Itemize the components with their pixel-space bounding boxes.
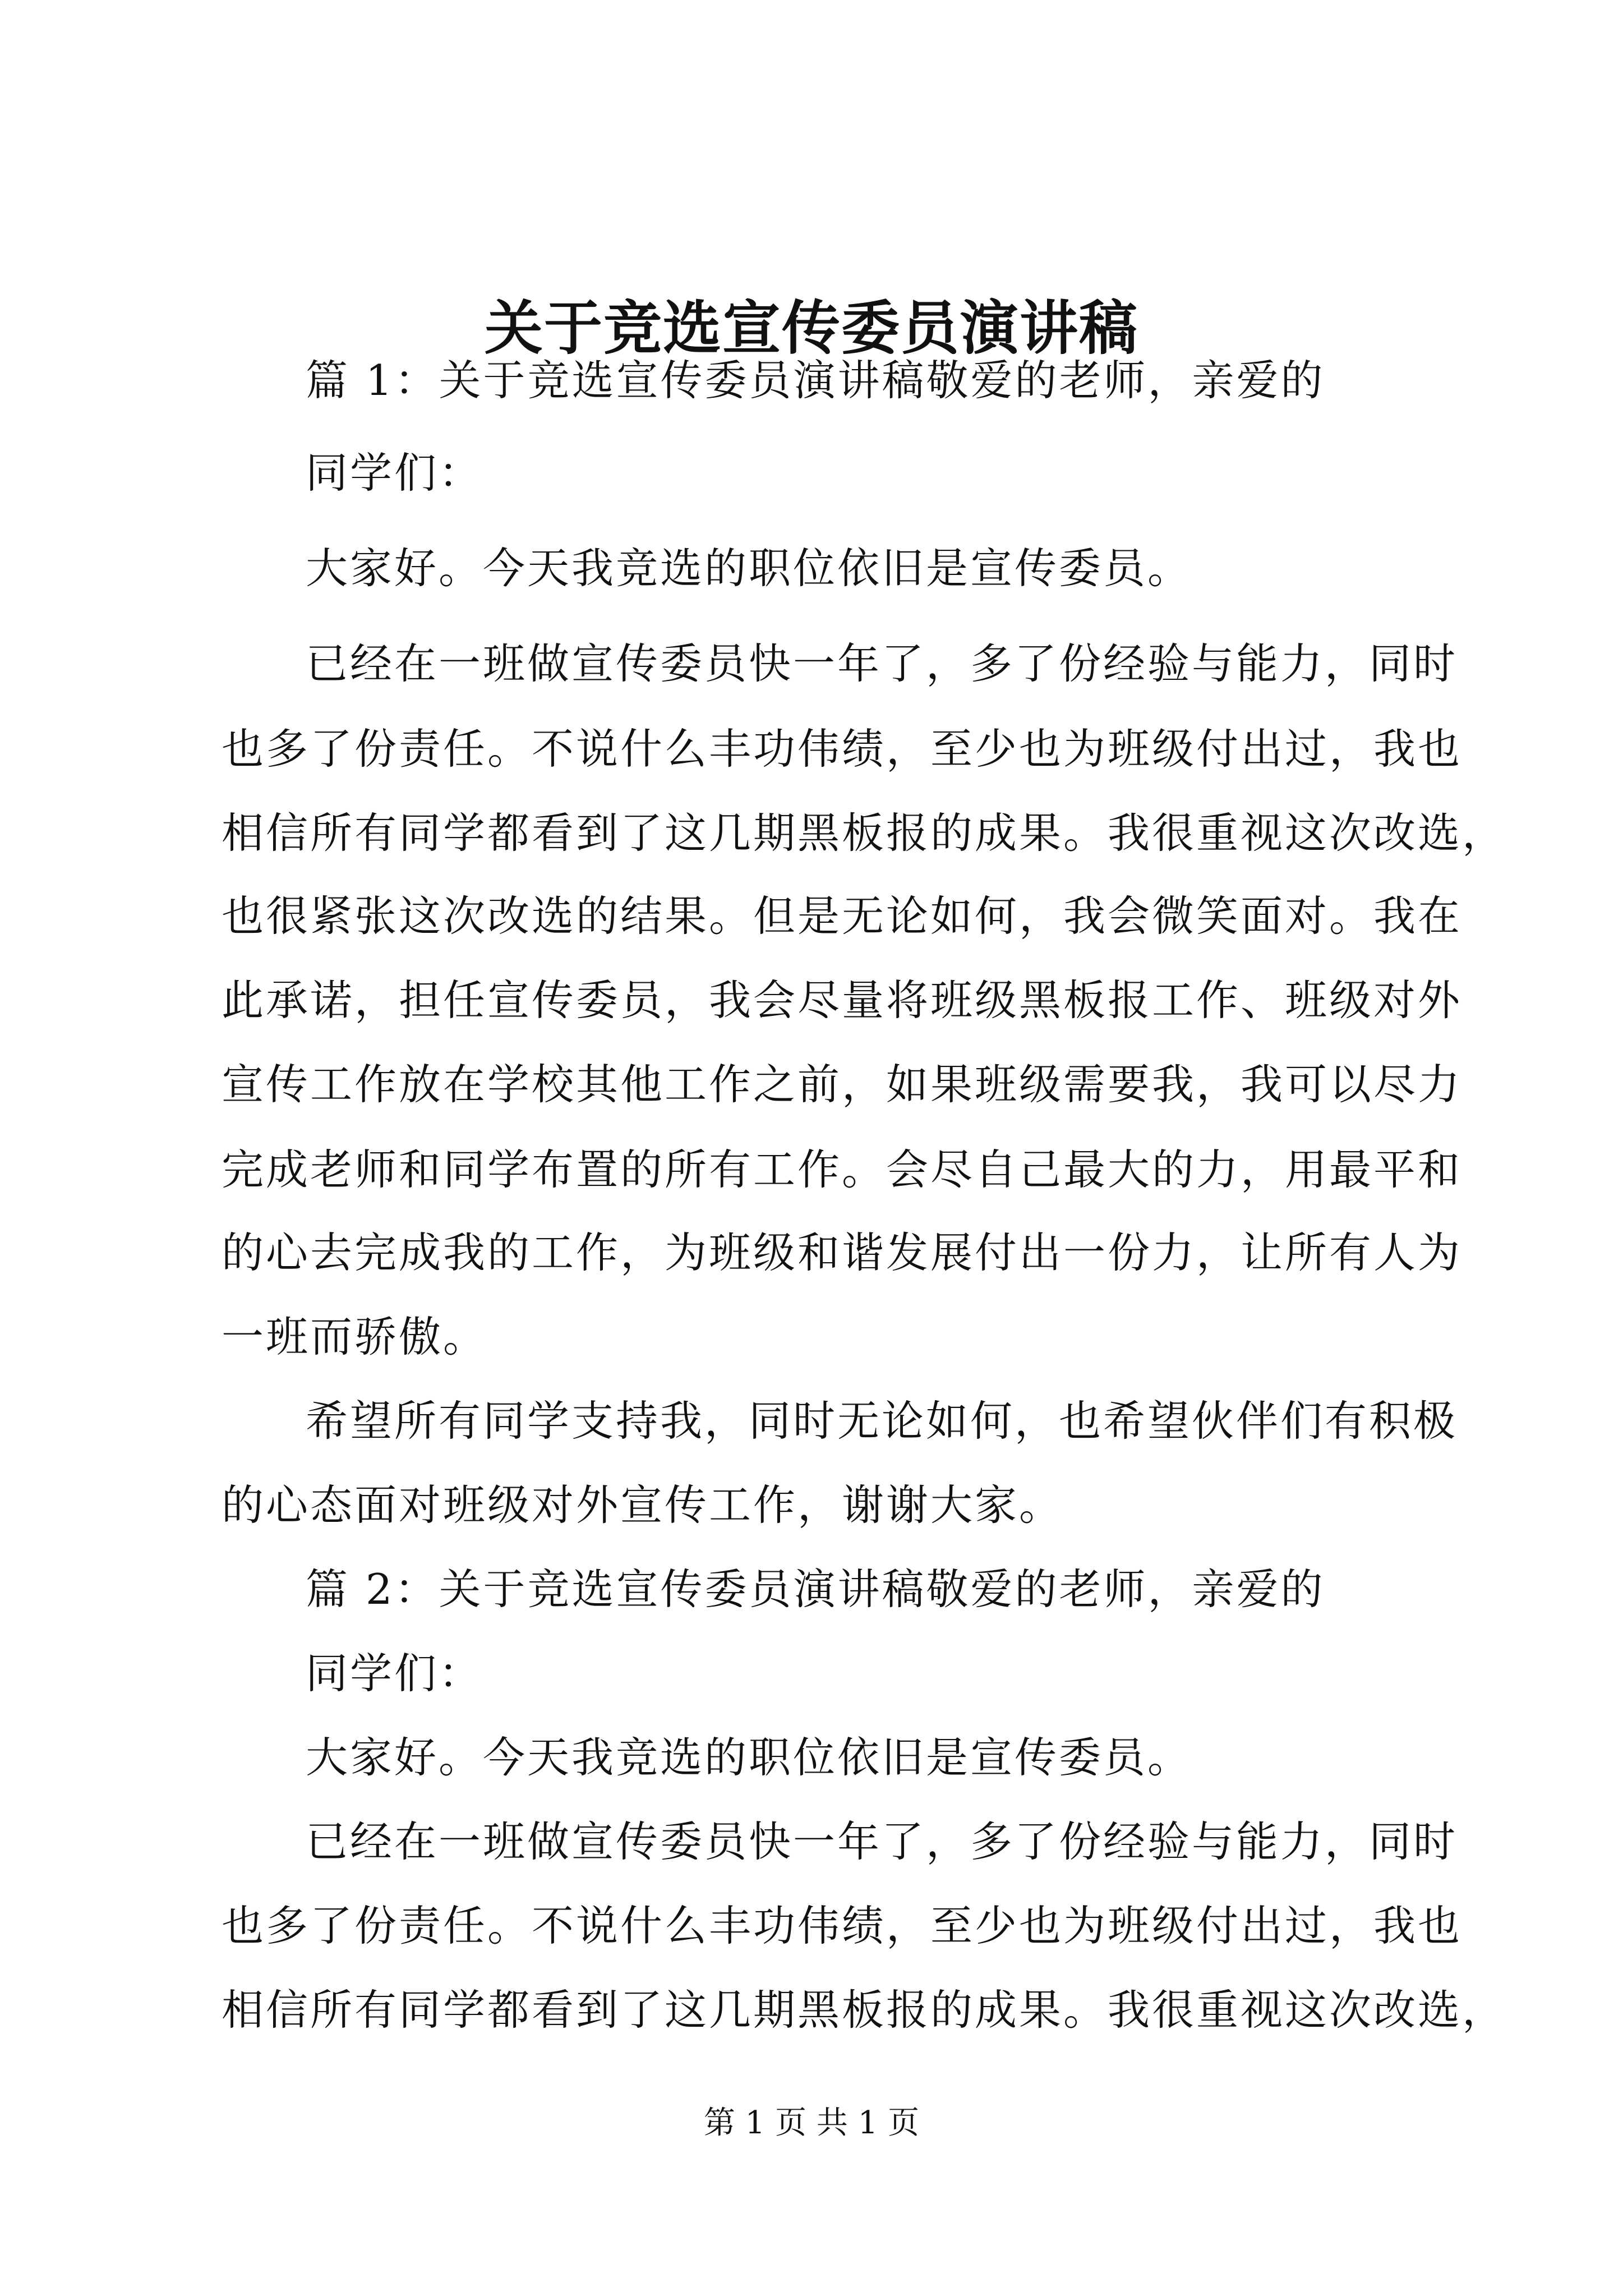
text-line: 也多了份责任。不说什么丰功伟绩，至少也为班级付出过，我也 xyxy=(222,1901,1463,1950)
text-line: 也多了份责任。不说什么丰功伟绩，至少也为班级付出过，我也 xyxy=(222,724,1463,774)
text-line: 的心态面对班级对外宣传工作，谢谢大家。 xyxy=(222,1480,1064,1530)
text-line: 此承诺，担任宣传委员，我会尽量将班级黑板报工作、班级对外 xyxy=(222,976,1463,1025)
text-line: 希望所有同学支持我，同时无论如何，也希望伙伴们有积极 xyxy=(306,1396,1458,1446)
text-line: 篇 2：关于竞选宣传委员演讲稿敬爱的老师，亲爱的 xyxy=(306,1565,1325,1614)
page-footer: 第 1 页 共 1 页 xyxy=(703,2105,920,2141)
text-line: 同学们： xyxy=(306,1649,483,1698)
text-line: 完成老师和同学布置的所有工作。会尽自己最大的力，用最平和 xyxy=(222,1145,1463,1194)
text-line: 宣传工作放在学校其他工作之前，如果班级需要我，我可以尽力 xyxy=(222,1060,1463,1109)
document-title: 关于竞选宣传委员演讲稿 xyxy=(484,293,1138,362)
text-line: 大家好。今天我竞选的职位依旧是宣传委员。 xyxy=(306,544,1192,593)
text-line: 同学们： xyxy=(306,448,483,498)
text-line: 相信所有同学都看到了这几期黑板报的成果。我很重视这次改选， xyxy=(222,808,1507,858)
text-line: 的心去完成我的工作，为班级和谐发展付出一份力，让所有人为 xyxy=(222,1228,1463,1277)
text-line: 相信所有同学都看到了这几期黑板报的成果。我很重视这次改选， xyxy=(222,1985,1507,2035)
text-line: 一班而骄傲。 xyxy=(222,1312,488,1361)
text-line: 已经在一班做宣传委员快一年了，多了份经验与能力，同时 xyxy=(306,639,1458,688)
text-line: 大家好。今天我竞选的职位依旧是宣传委员。 xyxy=(306,1733,1192,1782)
text-line: 篇 1：关于竞选宣传委员演讲稿敬爱的老师，亲爱的 xyxy=(306,356,1325,405)
text-line: 也很紧张这次改选的结果。但是无论如何，我会微笑面对。我在 xyxy=(222,891,1463,941)
text-line: 已经在一班做宣传委员快一年了，多了份经验与能力，同时 xyxy=(306,1817,1458,1866)
